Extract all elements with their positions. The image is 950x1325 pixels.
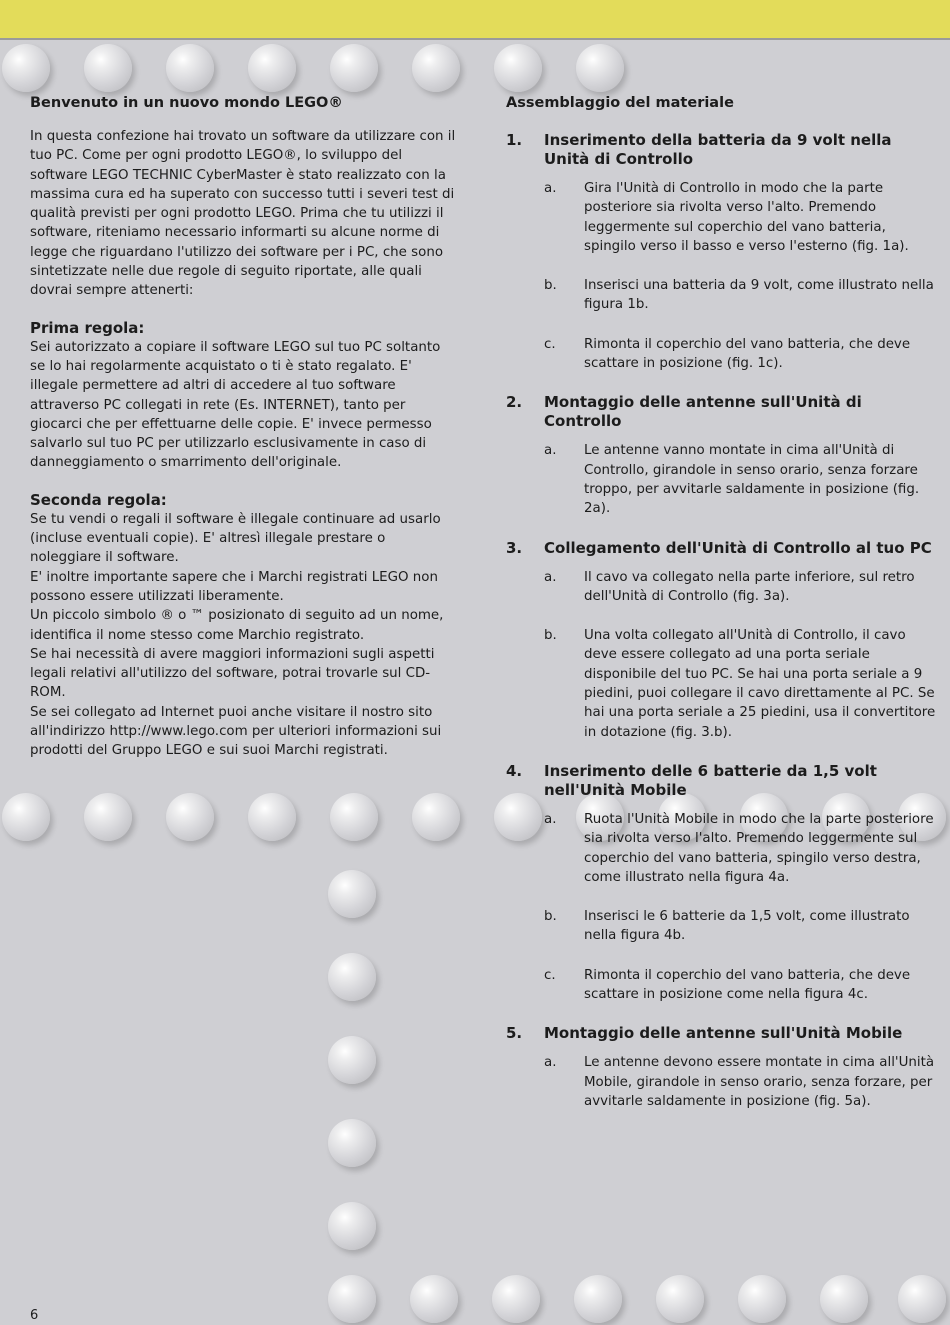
stud-decoration xyxy=(330,793,378,841)
rule2-title: Seconda regola: xyxy=(30,490,167,509)
instruction-item xyxy=(544,810,936,887)
instruction-item xyxy=(544,276,936,315)
stud-decoration xyxy=(328,1119,376,1167)
rule2-paragraph: E' inoltre importante sapere che i Marchi registrati LEGO non possono essere utilizzati liberamente. xyxy=(30,569,438,604)
stud-decoration xyxy=(412,44,460,92)
instruction-item xyxy=(544,907,936,946)
section-title: Inserimento delle 6 batterie da 1,5 volt nell'Unità Mobile xyxy=(544,761,877,799)
item-text: Gira l'Unità di Controllo in modo che la parte posteriore sia rivolta verso l'alto. Premendo leggermente sul coperchio del vano batteria, spingilo verso il basso e verso l'esterno (fig. 1a). xyxy=(584,181,909,254)
item-text: Il cavo va collegato nella parte inferiore, sul retro dell'Unità di Controllo (fig. 3a). xyxy=(584,569,915,604)
item-letter: b. xyxy=(544,278,557,294)
stud-decoration xyxy=(898,1275,946,1323)
rule2-paragraph: Un piccolo simbolo ® o ™ posizionato di seguito ad un nome, identifica il nome stesso come Marchio registrato. xyxy=(30,608,444,643)
stud-decoration xyxy=(166,793,214,841)
stud-decoration xyxy=(656,1275,704,1323)
item-letter: b. xyxy=(544,909,557,925)
item-text: Inserisci una batteria da 9 volt, come illustrato nella figura 1b. xyxy=(584,278,934,313)
stud-decoration xyxy=(328,1202,376,1250)
stud-decoration xyxy=(574,1275,622,1323)
section-heading xyxy=(506,539,936,558)
stud-decoration xyxy=(410,1275,458,1323)
right-column xyxy=(506,93,936,1111)
stud-decoration xyxy=(2,44,50,92)
section-number: 3. xyxy=(506,538,523,557)
item-letter: a. xyxy=(544,181,557,196)
section-number: 5. xyxy=(506,1024,523,1043)
rule1-title: Prima regola: xyxy=(30,318,145,337)
section-title: Inserimento della batteria da 9 volt nella Unità di Controllo xyxy=(544,131,892,168)
top-divider xyxy=(0,38,950,40)
section-title: Collegamento dell'Unità di Controllo al tuo PC xyxy=(544,538,932,557)
item-letter: b. xyxy=(544,628,557,644)
section-number: 4. xyxy=(506,761,523,780)
stud-decoration xyxy=(166,44,214,92)
top-color-band xyxy=(0,0,950,38)
stud-decoration xyxy=(820,1275,868,1323)
stud-decoration xyxy=(494,44,542,92)
section-heading xyxy=(506,762,936,800)
stud-decoration xyxy=(412,793,460,841)
item-text: Ruota l'Unità Mobile in modo che la parte posteriore sia rivolta verso l'alto. Premendo leggermente sul coperchio del vano batteria, spingilo verso destra, come illustrato nella figura 4a. xyxy=(584,811,934,885)
stud-decoration xyxy=(328,870,376,918)
item-text: Una volta collegato all'Unità di Controllo, il cavo deve essere collegato ad una porta seriale disponibile del tuo PC. Se hai una porta seriale a 9 piedini, puoi collegare il cavo direttamente al PC. Se hai una porta seriale a 25 piedini, usa il convertitore in dotazione (fig. 3.b). xyxy=(584,628,936,740)
stud-decoration xyxy=(330,44,378,92)
section-title: Montaggio delle antenne sull'Unità Mobile xyxy=(544,1024,903,1043)
rule2-paragraph: Se tu vendi o regali il software è illegale continuare ad usarlo (incluse eventuali copie). E' altresì illegale prestare o noleggiare il software. xyxy=(30,511,441,566)
section-number: 2. xyxy=(506,393,523,412)
stud-decoration xyxy=(248,44,296,92)
stud-decoration xyxy=(738,1275,786,1323)
stud-decoration xyxy=(84,793,132,841)
left-column xyxy=(30,93,458,761)
stud-decoration xyxy=(2,793,50,841)
item-text: Inserisci le 6 batterie da 1,5 volt, come illustrato nella figura 4b. xyxy=(584,909,910,944)
instruction-item xyxy=(544,966,936,1005)
section-heading xyxy=(506,393,936,431)
stud-decoration xyxy=(328,953,376,1001)
section-heading xyxy=(506,131,936,169)
page-number: 6 xyxy=(30,1308,39,1323)
item-letter: c. xyxy=(544,336,556,352)
stud-decoration xyxy=(328,1036,376,1084)
instruction-item xyxy=(544,441,936,518)
item-text: Rimonta il coperchio del vano batteria, che deve scattare in posizione come nella figura 4c. xyxy=(584,967,911,1003)
section-heading xyxy=(506,1024,936,1043)
stud-decoration xyxy=(492,1275,540,1323)
item-text: Rimonta il coperchio del vano batteria, che deve scattare in posizione (fig. 1c). xyxy=(584,336,911,372)
item-letter: a. xyxy=(544,569,557,585)
stud-decoration xyxy=(576,44,624,92)
rule2-paragraph: Se hai necessità di avere maggiori informazioni sugli aspetti legali relativi all'utilizzo del software, potrai trovarle sul CD-ROM. xyxy=(30,646,435,701)
stud-decoration xyxy=(328,1275,376,1323)
item-text: Le antenne vanno montate in cima all'Unità di Controllo, girandole in senso orario, senza forzare troppo, per avvitarle saldamente in posizione (fig. 2a). xyxy=(584,443,920,517)
section-number: 1. xyxy=(506,131,523,149)
item-text: Le antenne devono essere montate in cima all'Unità Mobile, girandole in senso orario, senza forzare, per avvitarle saldamente in posizione (fig. 5a). xyxy=(584,1055,935,1109)
rule1-text: Sei autorizzato a copiare il software LEGO sul tuo PC soltanto se lo hai regolarmente acquistato o ti è stato regalato. E' illegale permettere ad altri di accedere al tuo software attraverso PC collegati in rete (Es. INTERNET), tanto per giocarci che per effettuarne delle copie. E' invece permesso salvarlo sul tuo PC per utilizzarlo esclusivamente in caso di danneggiamento o smarrimento dell'originale. xyxy=(30,339,441,471)
welcome-title: Benvenuto in un nuovo mondo LEGO® xyxy=(30,95,343,111)
item-letter: a. xyxy=(544,811,557,827)
intro-paragraph: In questa confezione hai trovato un software da utilizzare con il tuo PC. Come per ogni prodotto LEGO®, lo sviluppo del software LEGO TECHNIC CyberMaster è stato realizzato con la massima cura ed ha superato con successo tutti i severi test di qualità previsti per ogni prodotto LEGO. Prima che tu utilizzi il software, riteniamo necessario informarti su alcune norme di legge che riguardano l'utilizzo dei software per i PC, che sono sintetizzate nelle due regole di seguito riportate, alle quali dovrai sempre attenerti: xyxy=(30,129,456,299)
section-title: Montaggio delle antenne sull'Unità di Controllo xyxy=(544,393,862,431)
instruction-item xyxy=(544,626,936,742)
instruction-item xyxy=(544,1053,936,1111)
item-letter: c. xyxy=(544,967,556,983)
rule2-paragraph: Se sei collegato ad Internet puoi anche visitare il nostro sito all'indirizzo http://www.lego.com per ulteriori informazioni sui prodotti del Gruppo LEGO e sui suoi Marchi registrati. xyxy=(30,704,442,759)
item-letter: a. xyxy=(544,1055,557,1071)
instruction-item xyxy=(544,335,936,374)
instruction-item xyxy=(544,179,936,256)
instruction-item xyxy=(544,568,936,607)
assembly-title: Assemblaggio del materiale xyxy=(506,95,734,111)
stud-decoration xyxy=(84,44,132,92)
item-letter: a. xyxy=(544,443,557,459)
stud-decoration xyxy=(248,793,296,841)
